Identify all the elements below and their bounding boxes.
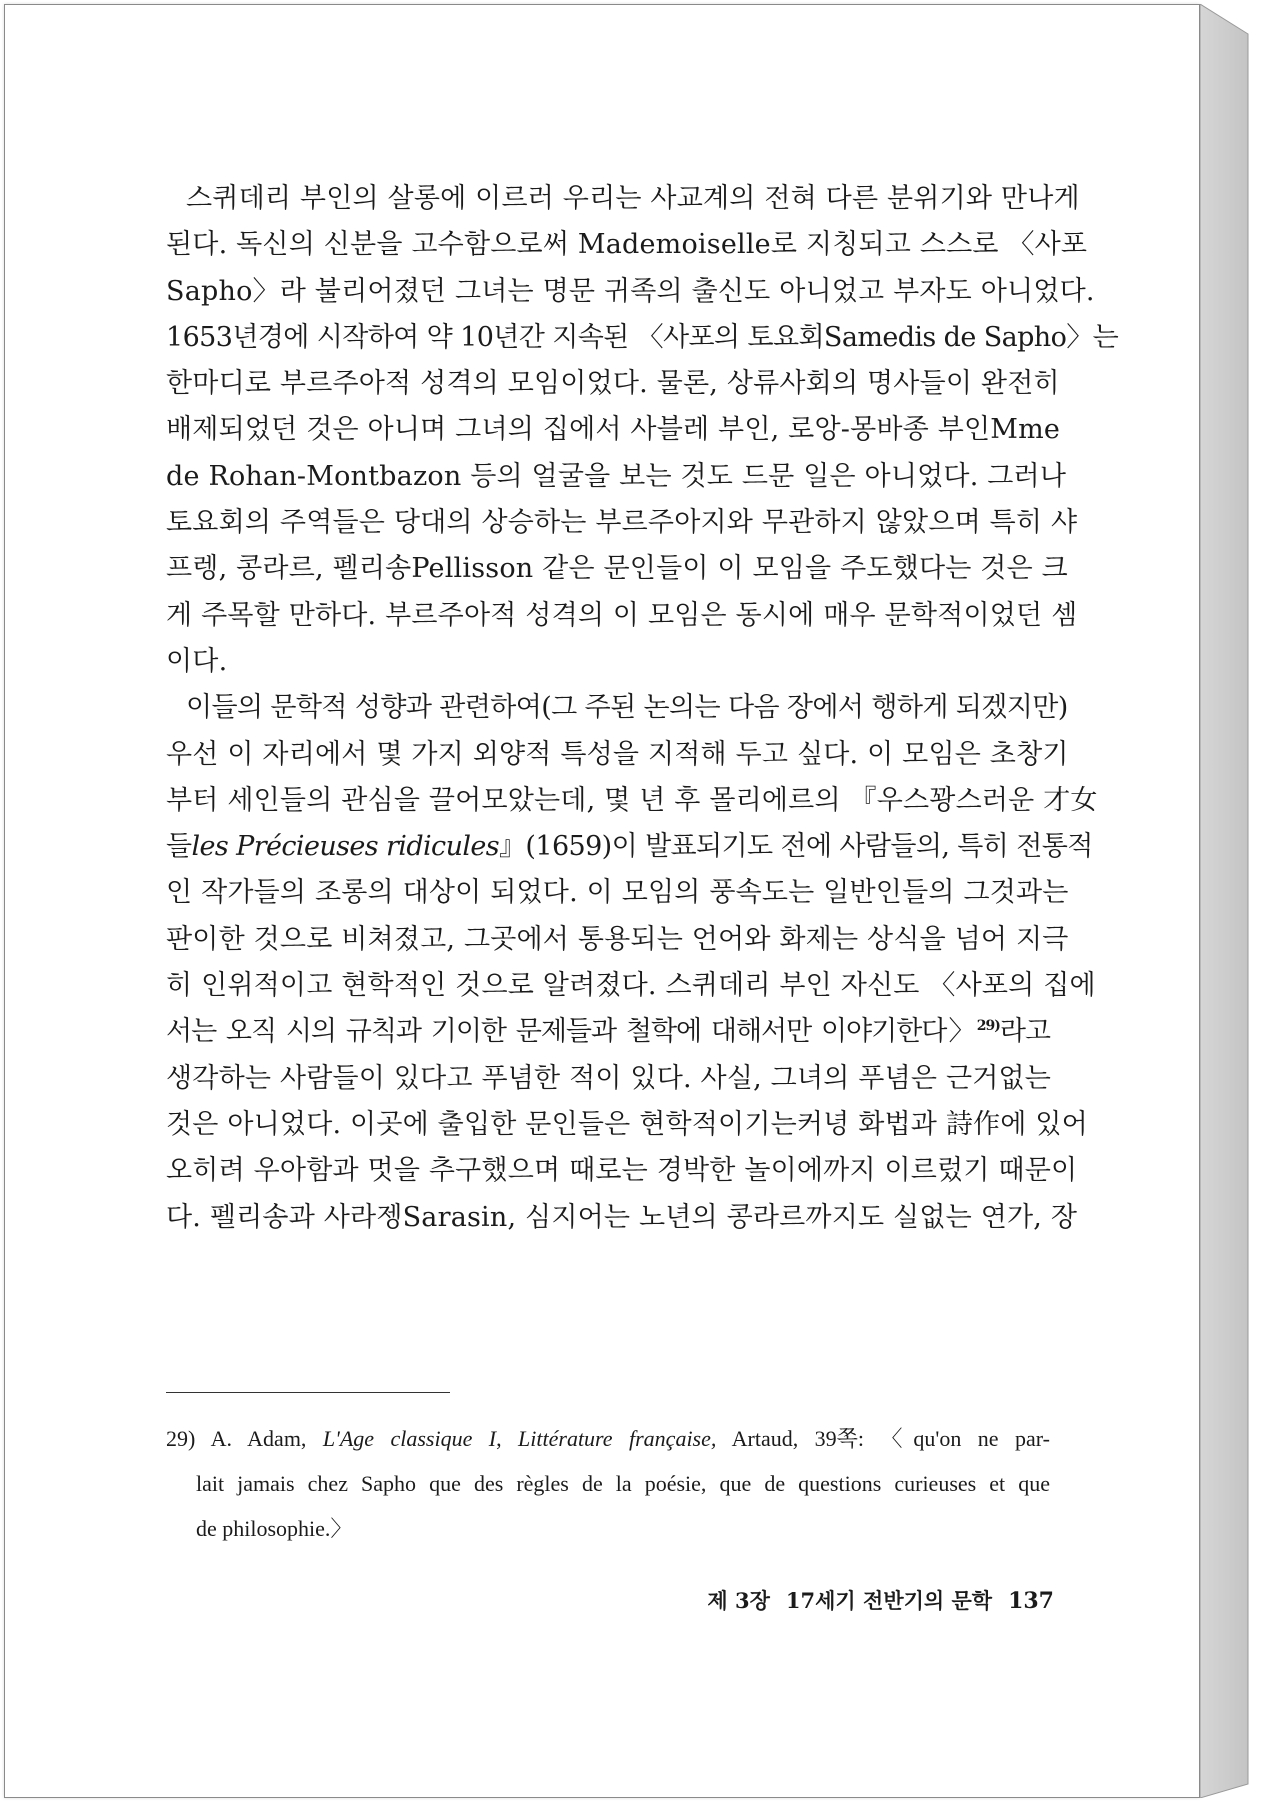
line-text: 서는 오직 시의 규칙과 기이한 문제들과 철학에 대해서만 이야기한다〉: [166, 1016, 977, 1048]
paragraph-1-line-9: 프렝, 콩라르, 펠리송Pellisson 같은 문인들이 이 모임을 주도했다는 것은 크: [166, 553, 1068, 585]
footnote-work-title: L'Age classique: [322, 1426, 473, 1451]
footnote-divider: [166, 1392, 450, 1393]
page-stack-edge: [1200, 4, 1254, 1798]
paragraph-2-line-8: [166, 1009, 1050, 1055]
paragraph-2-line-11: 오히려 우아함과 멋을 추구했으며 때로는 경박한 놀이에까지 이르렀기 때문이: [166, 1155, 1078, 1187]
footnote-quote-start: 〈qu'on ne par-: [880, 1426, 1050, 1451]
paragraph-2-line-4: [166, 824, 1093, 870]
page-number: 137: [1008, 1588, 1054, 1614]
paragraph-1-line-7: de Rohan-Montbazon 등의 얼굴을 보는 것도 드문 일은 아니었다. 그러나: [166, 460, 1067, 492]
paragraph-1-line-10: 게 주목할 만하다. 부르주아적 성격의 이 모임은 동시에 매우 문학적이었던 셈: [166, 599, 1078, 631]
paragraph-2-line-6: 판이한 것으로 비쳐졌고, 그곳에서 통용되는 언어와 화제는 상식을 넘어 지극: [166, 923, 1069, 955]
footnote-series: Littérature française,: [518, 1426, 717, 1451]
paragraph-2-line-2: 우선 이 자리에서 몇 가지 외양적 특성을 지적해 두고 싶다. 이 모임은 초창기: [166, 738, 1069, 770]
paragraph-2-line-12: 다. 펠리송과 사라젱Sarasin, 심지어는 노년의 콩라르까지도 실없는 연가, 장: [166, 1201, 1078, 1233]
paragraph-2-line-5: 인 작가들의 조롱의 대상이 되었다. 이 모임의 풍속도는 일반인들의 그것과는: [166, 877, 1069, 909]
paragraph-1-line-6: 배제되었던 것은 아니며 그녀의 집에서 사블레 부인, 로앙-몽바종 부인Mme: [166, 414, 1061, 446]
footer-title: 17세기 전반기의 문학: [785, 1588, 993, 1613]
body-text: [166, 176, 1119, 1241]
paragraph-2-line-1: 이들의 문학적 성향과 관련하여(그 주된 논의는 다음 장에서 행하게 되겠지만): [186, 692, 1068, 724]
footnote-volume: I: [488, 1426, 497, 1451]
page-stack-edge-shape: [1200, 4, 1254, 1798]
footnote-number: 29): [166, 1426, 196, 1451]
footnote-line-1: 29) A. Adam, L'Age classique I, Littérature française, Artaud, 39쪽: 〈qu'on ne par-: [166, 1426, 1050, 1451]
paragraph-1-line-3: Sapho〉라 불리어졌던 그녀는 명문 귀족의 출신도 아니었고 부자도 아니었다.: [166, 275, 1095, 307]
line-suffix: 』(1659)이 발표되기도 전에 사람들의, 특히 전통적: [499, 831, 1093, 863]
paragraph-1-line-5: 한마디로 부르주아적 성격의 모임이었다. 물론, 상류사회의 명사들이 완전히: [166, 368, 1060, 400]
paragraph-1-line-4: 1653년경에 시작하여 약 10년간 지속된 〈사포의 토요회Samedis de Sapho〉는: [166, 321, 1119, 353]
footer-chapter: 제 3장: [707, 1588, 770, 1613]
paragraph-1-line-8: 토요회의 주역들은 당대의 상승하는 부르주아지와 무관하지 않았으며 특히 샤: [166, 507, 1078, 539]
footnote-line-2: lait jamais chez Sapho que des règles de la poésie, que de questions curieuses et que: [196, 1471, 1050, 1496]
footnote-publisher-page: Artaud, 39쪽:: [731, 1426, 865, 1451]
work-title-italic: les Précieuses ridicules: [191, 831, 500, 863]
footnote-29: [166, 1416, 1050, 1551]
paragraph-1-line-2: 된다. 독신의 신분을 고수함으로써 Mademoiselle로 지칭되고 스스로 〈사포: [166, 229, 1088, 261]
paragraph-2-line-10: 것은 아니었다. 이곳에 출입한 문인들은 현학적이기는커녕 화법과 詩作에 있어: [166, 1108, 1088, 1140]
paragraph-2-line-3: 부터 세인들의 관심을 끌어모았는데, 몇 년 후 몰리에르의 『우스꽝스러운 才女: [166, 784, 1098, 816]
footnote-reference[interactable]: 29): [976, 1018, 1000, 1035]
footnote-author: A. Adam,: [210, 1426, 307, 1451]
line-prefix: 들: [166, 831, 192, 863]
paragraph-1-line-1: 스퀴데리 부인의 살롱에 이르러 우리는 사교계의 전혀 다른 분위기와 만나게: [186, 183, 1080, 214]
running-footer: [672, 1585, 1054, 1615]
footnote-line-3: de philosophie.〉: [196, 1516, 353, 1541]
paragraph-2-line-7: 히 인위적이고 현학적인 것으로 알려졌다. 스퀴데리 부인 자신도 〈사포의 집에: [166, 970, 1096, 1002]
line-suffix: 라고: [999, 1016, 1050, 1048]
paragraph-1-line-11: 이다.: [166, 645, 228, 677]
paragraph-2-line-9: 생각하는 사람들이 있다고 푸념한 적이 있다. 사실, 그녀의 푸념은 근거없는: [166, 1062, 1052, 1094]
